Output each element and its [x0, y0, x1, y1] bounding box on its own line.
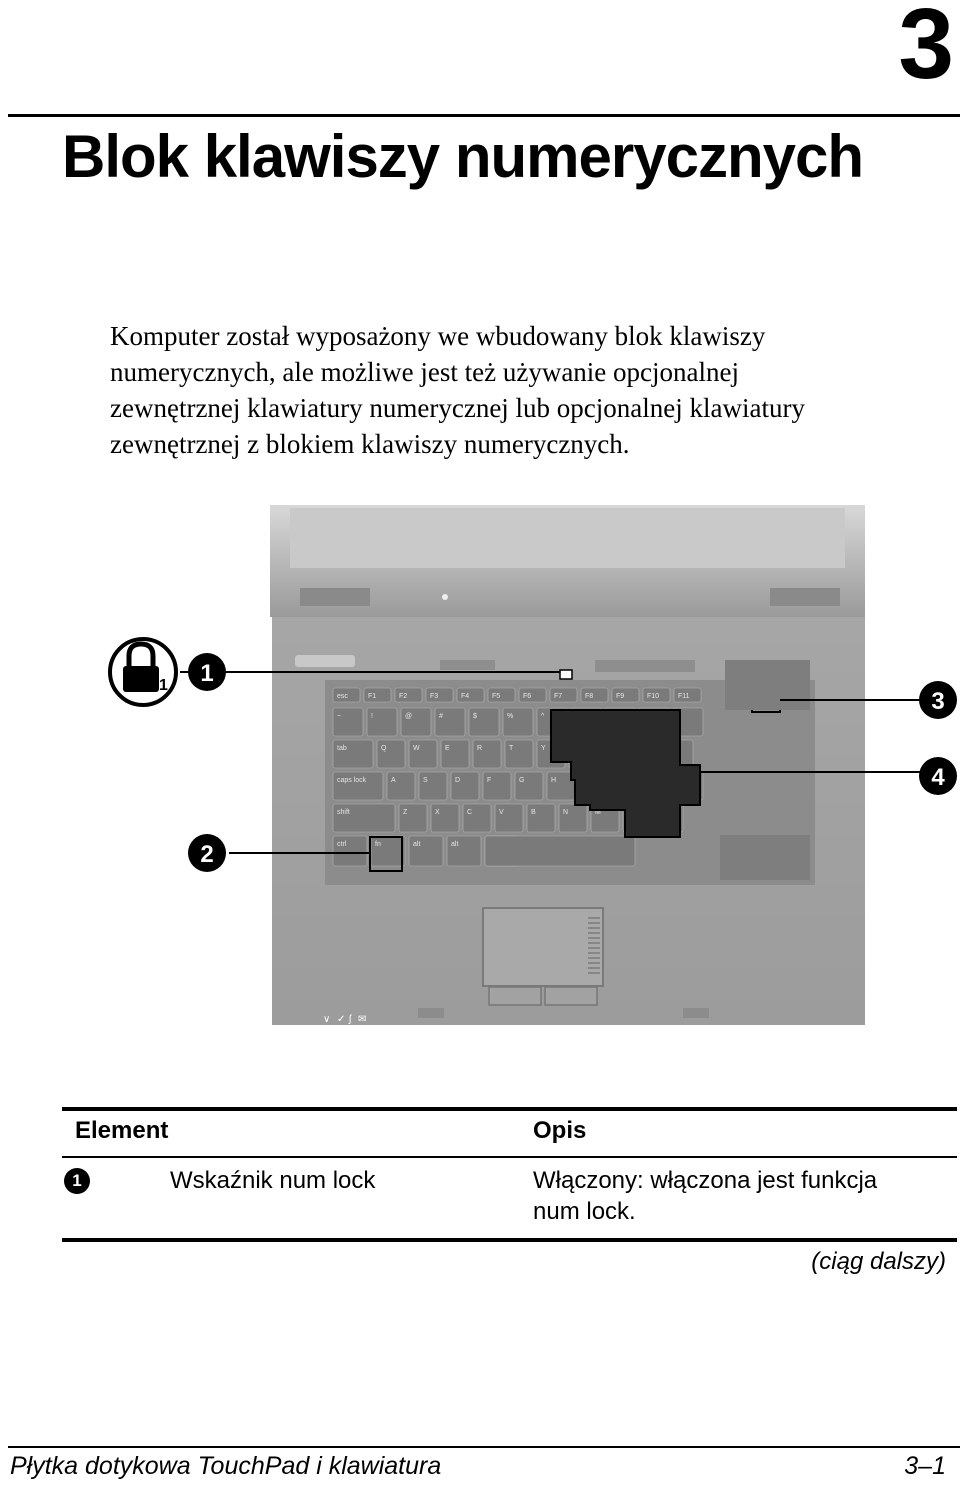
status-mark: ✓ — [337, 1014, 346, 1025]
key-label: R — [477, 745, 483, 752]
callout-badge-1 — [188, 653, 226, 691]
callout-badge-4 — [919, 757, 957, 795]
description-line: num lock. — [533, 1198, 636, 1225]
continued-note: (ciąg dalszy) — [811, 1248, 946, 1275]
callout-badge-2 — [188, 834, 226, 872]
key-label: S — [423, 777, 428, 784]
key-label: alt — [451, 841, 459, 848]
key-label: W — [413, 745, 420, 752]
key-label: % — [507, 713, 514, 720]
key-label: C — [467, 809, 473, 816]
key-label: Z — [403, 809, 408, 816]
footer-page-number: 3–1 — [904, 1452, 946, 1480]
key-label: # — [439, 713, 443, 720]
key-label: F — [487, 777, 492, 784]
table-cell-element: Wskaźnik num lock — [170, 1167, 376, 1194]
key-label: ~ — [337, 713, 342, 720]
num-lock-indicator-icon — [110, 639, 176, 705]
key-label: alt — [413, 841, 421, 848]
svg-text:1: 1 — [159, 677, 168, 694]
key-label: F6 — [523, 693, 532, 700]
key-label: F10 — [647, 693, 660, 700]
key-label: @ — [405, 713, 413, 720]
touchpad — [483, 908, 603, 986]
key-label: esc — [337, 693, 348, 700]
key-label: F7 — [554, 693, 563, 700]
body-line: Komputer został wyposażony we wbudowany blok klawiszy — [110, 321, 766, 351]
chapter-number: 3 — [898, 0, 954, 100]
column-header-element: Element — [75, 1117, 169, 1144]
key-label: F9 — [616, 693, 625, 700]
body-line: zewnętrznej z blokiem klawiszy numerycznych. — [110, 429, 630, 459]
key-label: caps lock — [337, 777, 367, 784]
callout-badge-3 — [919, 681, 957, 719]
key-label: F4 — [461, 693, 470, 700]
status-mark: ∨ — [323, 1014, 331, 1025]
key-label: T — [509, 745, 514, 752]
spacebar — [485, 836, 635, 866]
footer-section-title: Płytka dotykowa TouchPad i klawiatura — [10, 1452, 442, 1480]
table-top-rule — [62, 1107, 957, 1111]
key-label: F3 — [430, 693, 439, 700]
key-label: B — [531, 809, 536, 816]
key-label: H — [551, 777, 557, 784]
laptop-illustration — [105, 500, 960, 1030]
row-number-badge: 1 — [64, 1168, 90, 1194]
key-label: V — [499, 809, 504, 816]
column-header-description: Opis — [533, 1117, 587, 1144]
key-label: $ — [473, 713, 477, 720]
key-label: ctrl — [337, 841, 347, 848]
keyboard-figure — [105, 500, 960, 1030]
key-label: N — [563, 809, 569, 816]
key-label: F8 — [585, 693, 594, 700]
status-mark: ✉ — [358, 1014, 367, 1025]
key-label: fn — [375, 841, 381, 848]
key-label: F5 — [492, 693, 501, 700]
body-line: numerycznych, ale możliwe jest też używanie opcjonalnej — [110, 357, 739, 387]
body-paragraph — [110, 318, 960, 462]
key-label: Q — [381, 745, 387, 752]
key-label: G — [519, 777, 525, 784]
footer-rule — [8, 1446, 960, 1448]
key-label: Y — [541, 745, 546, 752]
status-mark: ʃ — [349, 1014, 352, 1025]
key-label: F2 — [399, 693, 408, 700]
key-label: D — [455, 777, 461, 784]
key-label: X — [435, 809, 440, 816]
top-rule — [8, 114, 960, 117]
chapter-title: Blok klawiszy numerycznych — [62, 123, 863, 190]
table-cell-description — [533, 1165, 877, 1227]
callout-label: 4 — [931, 764, 945, 791]
key-label: A — [391, 777, 396, 784]
key-label: F11 — [678, 693, 690, 700]
key-label: shift — [337, 809, 350, 816]
table-bottom-rule — [62, 1238, 957, 1242]
key-label: F1 — [368, 693, 377, 700]
key-label: ^ — [541, 713, 545, 720]
key-label: M — [595, 809, 601, 816]
key-label: ! — [371, 713, 373, 720]
key-label: tab — [337, 745, 347, 752]
laptop-screen — [290, 508, 845, 568]
callout-label: 3 — [931, 688, 945, 715]
callout-label: 2 — [200, 841, 214, 868]
callout-label: 1 — [200, 660, 214, 687]
body-line: zewnętrznej klawiatury numerycznej lub opcjonalnej klawiatury — [110, 393, 805, 423]
description-line: Włączony: włączona jest funkcja — [533, 1167, 878, 1194]
key-label: E — [445, 745, 450, 752]
table-header-rule — [62, 1156, 957, 1158]
